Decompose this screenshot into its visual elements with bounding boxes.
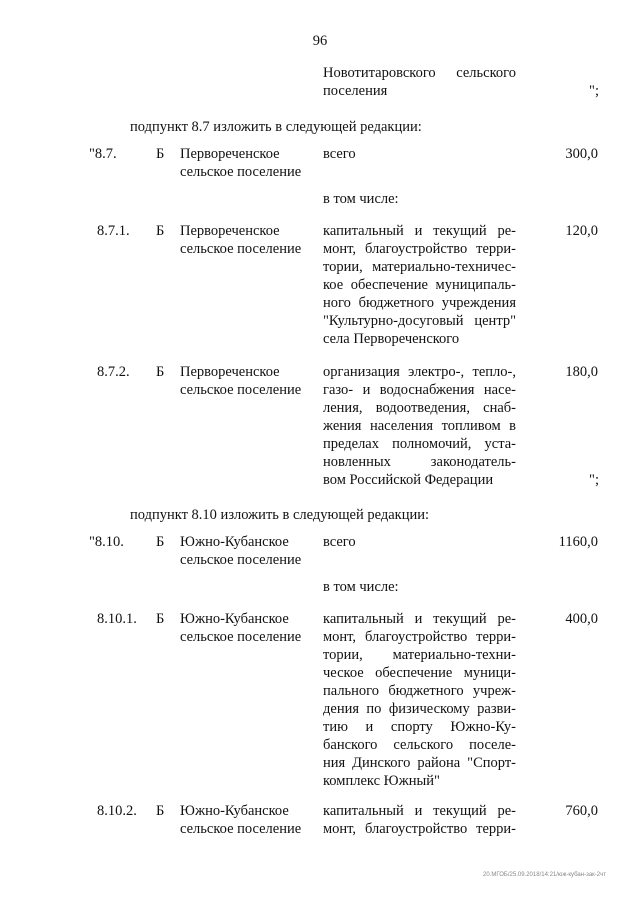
entity-line-1: Южно-Кубанское	[180, 611, 289, 627]
page-number: 96	[312, 33, 328, 49]
row-entity	[180, 610, 320, 646]
entity-line-2: сельское поселение	[180, 552, 302, 568]
row-entity	[180, 222, 320, 258]
row-amount: 1160,0	[558, 534, 598, 550]
footer-stamp: 20.МГОБ/25.09.2018/14:21/юж-кубан-зак-2чт	[483, 872, 606, 878]
desc-line: ческое обеспечение муници-	[323, 665, 516, 681]
row-category: Б	[156, 364, 165, 380]
continuation-text	[323, 64, 516, 100]
entity-line-2: сельское поселение	[180, 382, 302, 398]
desc-line: ния Динского района "Спорт-	[323, 755, 516, 771]
row-amount: 760,0	[565, 803, 598, 819]
row-category: Б	[156, 534, 165, 550]
entity-line-2: сельское поселение	[180, 821, 302, 837]
row-description	[323, 802, 516, 838]
row-amount: 300,0	[565, 146, 598, 162]
desc-line: пределах полномочий, уста-	[323, 436, 516, 452]
row-description	[323, 363, 516, 489]
row-category: Б	[156, 803, 165, 819]
row-description: всего	[323, 146, 356, 162]
desc-line: тории, материально-техни-	[323, 647, 516, 663]
row-entity	[180, 533, 320, 569]
instruction-8-10: подпункт 8.10 изложить в следующей редакции:	[130, 507, 430, 523]
row-category: Б	[156, 146, 165, 162]
desc-line: комплекс Южный"	[323, 773, 440, 789]
desc-line: монт, благоустройство терри-	[323, 821, 516, 837]
desc-line: организация электро-, тепло-,	[323, 364, 516, 380]
including-label: в том числе:	[323, 191, 399, 207]
desc-line: дения по физическому разви-	[323, 701, 516, 717]
row-entity	[180, 802, 320, 838]
desc-line: капитальный и текущий ре-	[323, 223, 516, 239]
entity-line-1: Первореченское	[180, 146, 280, 162]
desc-line: газо- и водоснабжения насе-	[323, 382, 516, 398]
row-entity	[180, 363, 320, 399]
continuation-closing: ";	[589, 83, 599, 99]
row-code: 8.10.1.	[97, 611, 137, 627]
desc-line: ного бюджетного учреждения	[323, 295, 516, 311]
including-label: в том числе:	[323, 579, 399, 595]
desc-line: "Культурно-досуговый центр"	[323, 313, 516, 329]
row-code: "8.10.	[89, 534, 124, 550]
desc-line: монт, благоустройство терри-	[323, 241, 516, 257]
row-code: 8.10.2.	[97, 803, 137, 819]
instruction-8-7: подпункт 8.7 изложить в следующей редакции:	[130, 119, 422, 135]
entity-line-1: Первореченское	[180, 364, 280, 380]
entity-line-1: Первореченское	[180, 223, 280, 239]
desc-line: ления, водоотведения, снаб-	[323, 400, 516, 416]
desc-line: капитальный и текущий ре-	[323, 803, 516, 819]
entity-line-2: сельское поселение	[180, 241, 302, 257]
row-closing: ";	[589, 472, 599, 488]
row-amount: 400,0	[565, 611, 598, 627]
desc-line: села Первореченского	[323, 331, 460, 347]
row-category: Б	[156, 611, 165, 627]
row-description	[323, 610, 516, 790]
row-description: всего	[323, 534, 356, 550]
desc-line: тию и спорту Южно-Ку-	[323, 719, 516, 735]
row-entity	[180, 145, 320, 181]
row-amount: 120,0	[565, 223, 598, 239]
desc-line: капитальный и текущий ре-	[323, 611, 516, 627]
entity-line-2: сельское поселение	[180, 629, 302, 645]
row-amount: 180,0	[565, 364, 598, 380]
desc-line: новленных законодатель-	[323, 454, 516, 470]
row-category: Б	[156, 223, 165, 239]
row-description	[323, 222, 516, 348]
desc-line: кое обеспечение муниципаль-	[323, 277, 516, 293]
desc-line: тории, материально-техничес-	[323, 259, 516, 275]
entity-line-1: Южно-Кубанское	[180, 534, 289, 550]
entity-line-1: Южно-Кубанское	[180, 803, 289, 819]
desc-line: банского сельского поселе-	[323, 737, 516, 753]
continuation-line-1: Новотитаровского сельского	[323, 65, 516, 81]
desc-line: вом Российской Федерации	[323, 472, 494, 488]
continuation-line-2: поселения	[323, 83, 388, 99]
desc-line: жения населения топливом в	[323, 418, 516, 434]
desc-line: пального бюджетного учреж-	[323, 683, 516, 699]
row-code: 8.7.1.	[97, 223, 130, 239]
row-code: "8.7.	[89, 146, 117, 162]
row-code: 8.7.2.	[97, 364, 130, 380]
desc-line: монт, благоустройство терри-	[323, 629, 516, 645]
entity-line-2: сельское поселение	[180, 164, 302, 180]
